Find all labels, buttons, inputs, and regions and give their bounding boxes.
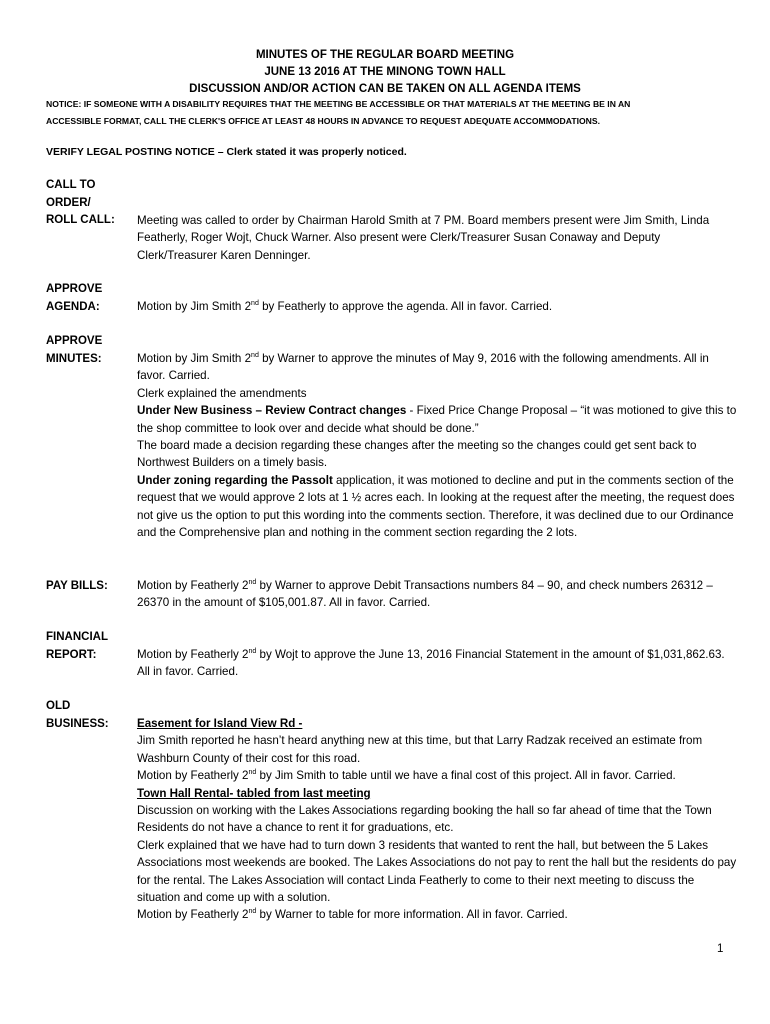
bold-heading: Under zoning regarding the Passolt [137, 473, 333, 487]
label-line: FINANCIAL [46, 631, 108, 643]
title-line-3: DISCUSSION AND/OR ACTION CAN BE TAKEN ON ALL AGENDA ITEMS [189, 83, 581, 95]
ordinal-suffix: nd [248, 579, 257, 587]
title-line-2: JUNE 13 2016 AT THE MINONG TOWN HALL [264, 66, 506, 78]
section-label-old-business [46, 698, 136, 733]
section-label-financial-report [46, 629, 136, 664]
text-run: by Jim Smith to table until we have a final cost of this project. All in favor. Carried. [256, 769, 676, 783]
paragraph [137, 350, 737, 385]
text-run: application, it was motioned to decline and put in the comments section of the request that we would approve 2 lots at 1 ½ acres each. In looking at the request after the meeting, the request does not give us the option to put this wording into the comments section. Therefore, it was declined due to our Ordinance and the Comprehensive plan and nothing in the comment section regarding the 2 lots. [137, 473, 735, 540]
approve-minutes-text [137, 350, 737, 541]
financial-report-text [137, 646, 737, 681]
text-run: by Featherly to approve the agenda. All in favor. Carried. [258, 300, 553, 313]
notice-line-2: ACCESSIBLE FORMAT, CALL THE CLERK'S OFFICE AT LEAST 48 HOURS IN ADVANCE TO REQUEST ADEQUATE ACCOMMODATIONS. [46, 116, 600, 126]
section-label-approve-minutes [46, 333, 136, 368]
paragraph [137, 402, 737, 437]
ordinal-suffix: nd [248, 769, 257, 777]
ordinal-suffix: nd [248, 648, 257, 656]
paragraph: Clerk explained that we have had to turn down 3 residents that wanted to rent the hall, but between the 5 Lakes Associations most weekends are booked. The Lakes Associations do not pay to rent the hall but the residents do pay for the rental. The Lakes Association will contact Linda Featherly to come to their next meeting to discuss the situation and come up with a solution. [137, 838, 737, 905]
paragraph [137, 472, 737, 542]
subheading-town-hall-rental: Town Hall Rental- tabled from last meeting [137, 786, 371, 800]
old-business-text [137, 715, 737, 924]
label-line: CALL TO [46, 179, 96, 191]
text-run: Motion by Jim Smith 2 [137, 352, 252, 365]
legal-posting-notice: VERIFY LEGAL POSTING NOTICE – Clerk stated it was properly noticed. [46, 146, 407, 158]
text-run: by Warner to approve the minutes of May 9, 2016 with the following amendments. All in favor. Carried. [137, 352, 709, 383]
label-line: MINUTES: [46, 352, 102, 365]
text-run: Motion by Jim Smith 2 [137, 300, 252, 313]
label-line: PAY BILLS: [46, 580, 108, 592]
label-line: REPORT: [46, 648, 97, 661]
label-line: APPROVE [46, 335, 103, 347]
accessibility-notice [46, 96, 736, 130]
ordinal-suffix: nd [251, 352, 259, 360]
paragraph [137, 298, 737, 315]
paragraph [137, 767, 737, 784]
paragraph: Discussion on working with the Lakes Associations regarding booking the hall so far ahead of time that the Town Residents do not have a chance to rent it for graduations, etc. [137, 804, 712, 835]
text-run: Motion by Featherly 2 [137, 908, 249, 922]
title-line-1: MINUTES OF THE REGULAR BOARD MEETING [255, 49, 515, 61]
text-run: by Warner to table for more information. All in favor. Carried. [256, 908, 568, 922]
text-run: by Wojt to approve the June 13, 2016 Financial Statement in the amount of $1,031,862.63. All in favor. Carried. [137, 648, 725, 679]
paragraph: Clerk explained the amendments [137, 386, 307, 400]
document-title [0, 47, 770, 98]
ordinal-suffix: nd [251, 300, 259, 308]
label-line: BUSINESS: [46, 717, 109, 730]
notice-line-1: NOTICE: IF SOMEONE WITH A DISABILITY REQUIRES THAT THE MEETING BE ACCESSIBLE OR THAT MATERIALS AT THE MEETING BE IN AN [46, 99, 631, 109]
page-number: 1 [717, 943, 724, 955]
section-label-pay-bills [46, 578, 136, 596]
paragraph: Meeting was called to order by Chairman Harold Smith at 7 PM. Board members present were Jim Smith, Linda Featherly, Roger Wojt, Chuck Warner. Also present were Clerk/Treasurer Susan Conaway and Deputy Clerk/Treasurer Karen Denninger. [137, 214, 710, 262]
text-run: Motion by Featherly 2 [137, 648, 249, 661]
label-line: APPROVE [46, 283, 103, 295]
paragraph: The board made a decision regarding these changes after the meeting so the changes could get sent back to Northwest Builders on a timely basis. [137, 439, 697, 470]
section-label-call-to-order [46, 177, 136, 230]
bold-heading: Under New Business – Review Contract changes [137, 404, 407, 418]
text-run: Motion by Featherly 2 [137, 769, 249, 783]
call-to-order-text [137, 212, 737, 264]
subheading-easement: Easement for Island View Rd - [137, 717, 303, 730]
paragraph: Jim Smith reported he hasn’t heard anything new at this time, but that Larry Radzak received an estimate from Washburn County of their cost for this road. [137, 734, 703, 765]
paragraph [137, 646, 737, 681]
section-label-approve-agenda [46, 281, 136, 316]
label-line: ORDER/ [46, 196, 91, 209]
text-run: by Warner to approve Debit Transactions numbers 84 – 90, and check numbers 26312 – 26370 in the amount of $105,001.87. All in favor. Carried. [137, 579, 713, 610]
paragraph [137, 577, 737, 612]
ordinal-suffix: nd [248, 908, 257, 916]
text-run: Motion by Featherly 2 [137, 579, 249, 592]
text-run: - Fixed Price Change Proposal – “it was motioned to give this to the shop committee to look over and decide what should be done.” [137, 404, 737, 435]
paragraph [137, 906, 737, 923]
approve-agenda-text [137, 298, 737, 315]
label-line: AGENDA: [46, 300, 100, 313]
pay-bills-text [137, 577, 737, 612]
label-line: OLD [46, 700, 71, 712]
label-line: ROLL CALL: [46, 214, 115, 227]
